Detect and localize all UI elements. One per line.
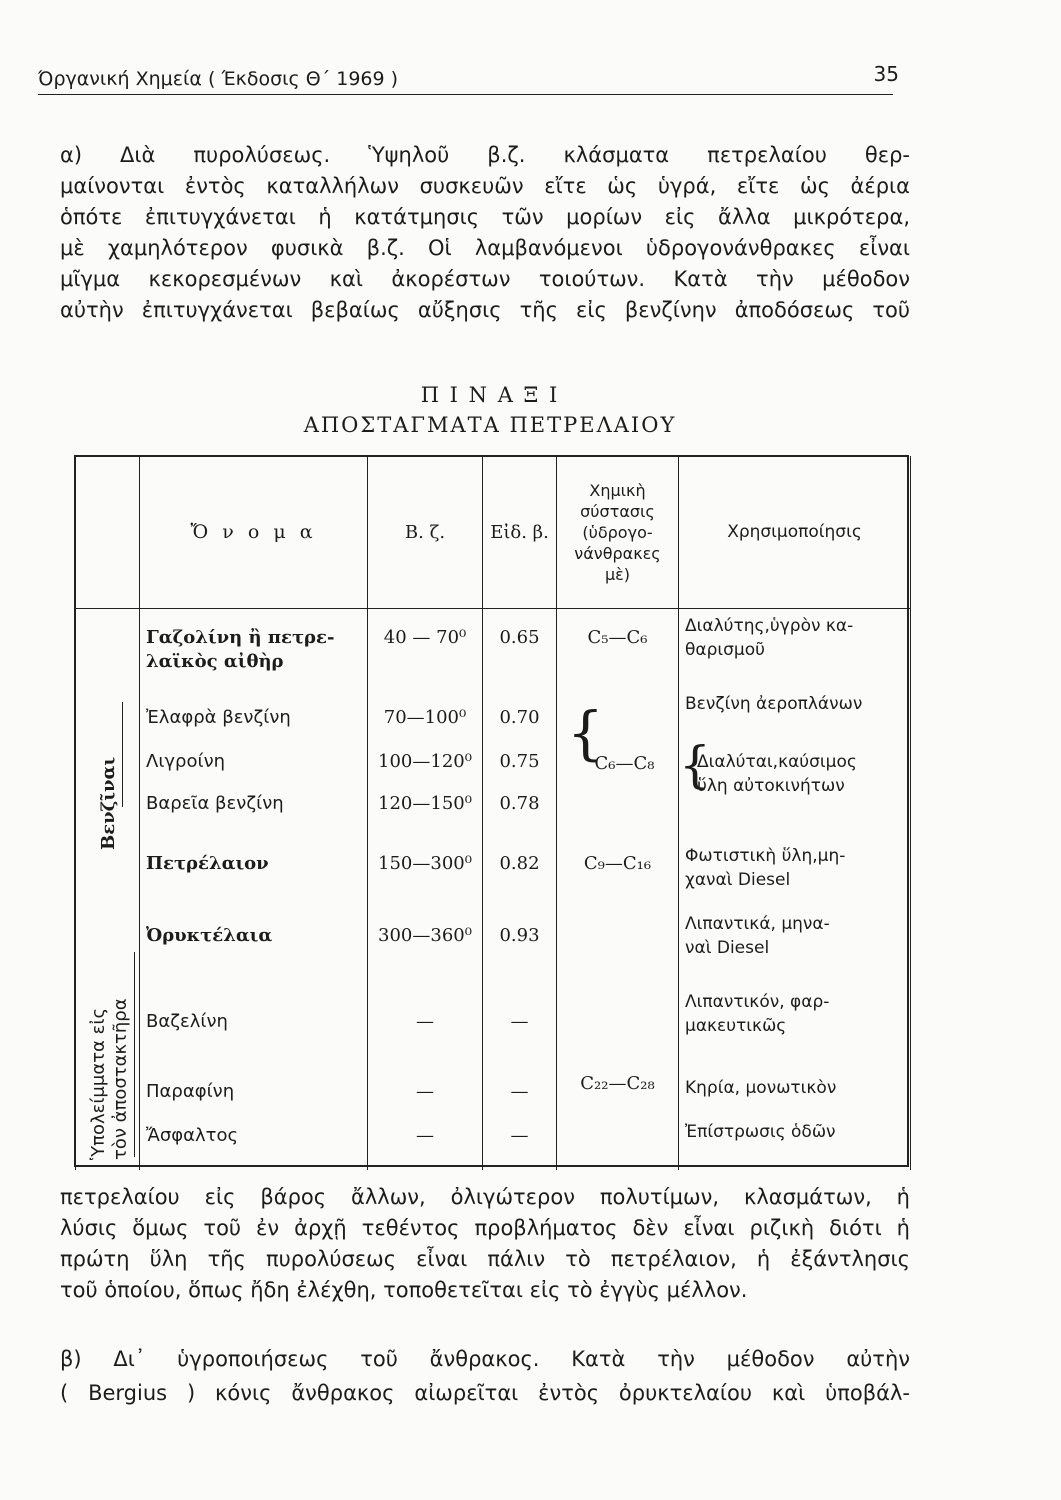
composition-value: C₅—C₆ <box>587 627 648 648</box>
text-line: πρώτη ὕλη τῆς πυρολύσεως εἶναι πάλιν τὸ πετρέλαιον, ἡ ἐξάντλησις <box>60 1247 910 1271</box>
use-text: Διαλύτης,ὑγρὸν κα- θαρισμοῦ <box>685 616 854 660</box>
text-line: μῖγμα κεκορεσμένων καὶ ἀκορέστων τοιούτων. Κατὰ τὴν μέθοδον <box>60 267 910 291</box>
table-header-row <box>76 456 911 609</box>
running-header: Όργανική Χημεία ( Έκδοσις Θ΄ 1969 ) <box>38 68 399 90</box>
table-title: ΑΠΟΣΤΑΓΜΑΤΑ ΠΕΤΡΕΛΑΙΟΥ <box>303 413 677 437</box>
row-name-heavy-benzine: Βαρεῖα βενζίνη <box>146 793 284 814</box>
bp-value: — <box>416 1125 434 1146</box>
distillates-table <box>75 456 911 1170</box>
bp-value: 300—360⁰ <box>378 925 472 946</box>
use-text: Διαλύται,καύσιμος ὕλη αὐτοκινήτων <box>697 752 857 796</box>
row-name-gasoline: Γαζολίνη ἢ πετρε- λαϊκὸς αἰθὴρ <box>146 627 335 672</box>
row-name-mineral-oils: Ὀρυκτέλαια <box>146 925 273 946</box>
text-line: α) Διὰ πυρολύσεως. Ὑψηλοῦ β.ζ. κλάσματα πετρελαίου θερ- <box>60 143 910 167</box>
header-rule <box>38 94 893 95</box>
use-text: Ἐπίστρωσις ὁδῶν <box>685 1122 836 1142</box>
uses-brace: { <box>679 736 711 794</box>
bp-value: 100—120⁰ <box>378 751 472 772</box>
density-value: — <box>510 1125 529 1146</box>
row-name-petroleum: Πετρέλαιον <box>146 853 269 874</box>
composition-value: C₉—C₁₆ <box>583 853 652 874</box>
density-value: — <box>510 1081 529 1102</box>
bp-value: 40 — 70⁰ <box>383 627 467 648</box>
use-text: Κηρία, μονωτικὸν <box>685 1078 837 1098</box>
text-line: λύσις ὅμως τοῦ ἐν ἀρχῇ τεθέντος προβλήματος δὲν εἶναι ριζικὴ διότι ἡ <box>60 1216 910 1240</box>
composition-value: C₆—C₈ <box>594 753 655 774</box>
composition-brace: { <box>567 699 604 767</box>
density-value: — <box>510 1011 529 1032</box>
group-label-gasoline: Βενζῖναι <box>98 756 119 850</box>
use-text: Λιπαντικόν, φαρ- μακευτικῶς <box>685 992 830 1036</box>
table-number: Π Ι Ν Α Ξ Ι <box>420 383 560 407</box>
use-text: Βενζίνη ἀεροπλάνων <box>685 694 863 714</box>
page-number: 35 <box>873 62 899 86</box>
gasoline-brace <box>122 702 123 807</box>
bp-value: — <box>416 1011 434 1032</box>
text-line: τοῦ ὁποίου, ὅπως ἤδη ἐλέχθη, τοποθετεῖται εἰς τὸ ἐγγὺς μέλλον. <box>60 1278 748 1302</box>
residues-brace <box>134 952 135 1157</box>
uses-column <box>679 609 911 1171</box>
paragraph-coal-liquefaction <box>60 1342 910 1410</box>
text-line: β) Δι᾿ ὑγροποιήσεως τοῦ ἄνθρακος. Κατὰ τὴν μέθοδον αὐτὴν <box>60 1347 910 1371</box>
bp-value: 70—100⁰ <box>383 707 467 728</box>
density-column <box>483 609 557 1171</box>
text-line: μαίνονται ἐντὸς καταλλήλων συσκευῶν εἴτε ὡς ὑγρά, εἴτε ὡς ἀέρια <box>60 174 910 198</box>
text-line: αὐτὴν ἐπιτυγχάνεται βεβαίως αὔξησις τῆς εἰς βενζίνην ἀποδόσεως τοῦ <box>60 298 910 322</box>
row-name-asphalt: Ἄσφαλτος <box>146 1125 239 1146</box>
header-composition: Χημικὴ σύστασις (ὑδρογο- νάνθρακες μὲ) <box>557 456 679 609</box>
density-value: 0.93 <box>499 925 540 946</box>
group-label-residues-2: τὸν ἀποστακτῆρα <box>110 998 131 1160</box>
row-name-light-benzine: Ἐλαφρὰ βενζίνη <box>146 707 291 728</box>
density-value: 0.78 <box>499 793 540 814</box>
text-line: ( Bergius ) κόνις ἄνθρακος αἰωρεῖται ἐντὸς ὀρυκτελαίου καὶ ὑποβάλ- <box>60 1381 910 1405</box>
row-name-vaseline: Βαζελίνη <box>146 1011 228 1032</box>
bp-value: — <box>416 1081 434 1102</box>
composition-value: C₂₂—C₂₈ <box>580 1073 655 1094</box>
row-name-paraffin: Παραφίνη <box>146 1081 235 1102</box>
header-uses: Χρησιμοποίησις <box>679 456 911 609</box>
density-value: 0.65 <box>499 627 540 648</box>
names-column <box>140 609 368 1171</box>
density-value: 0.70 <box>499 707 540 728</box>
paragraph-pyrolysis <box>60 140 910 326</box>
group-header-cell <box>76 456 140 609</box>
composition-column <box>557 609 679 1171</box>
text-line: πετρελαίου εἰς βάρος ἄλλων, ὀλιγώτερον πολυτίμων, κλασμάτων, ἡ <box>60 1185 910 1209</box>
table-body <box>76 609 911 1171</box>
density-value: 0.82 <box>499 853 540 874</box>
bp-value: 150—300⁰ <box>378 853 472 874</box>
group-label-residues: Ὑπολείμματα εἰς <box>88 1007 109 1160</box>
paragraph-continuation <box>60 1182 910 1306</box>
boiling-point-column <box>368 609 483 1171</box>
group-column <box>76 609 140 1171</box>
use-text: Φωτιστικὴ ὕλη,μη- χαναὶ Diesel <box>685 846 846 890</box>
density-value: 0.75 <box>499 751 540 772</box>
bp-value: 120—150⁰ <box>378 793 472 814</box>
text-line: ὁπότε ἐπιτυγχάνεται ἡ κατάτμησις τῶν μορίων εἰς ἄλλα μικρότερα, <box>60 205 910 229</box>
header-name: Ὄ ν ο μ α <box>140 456 368 609</box>
row-name-ligroin: Λιγροίνη <box>146 751 226 772</box>
header-boiling-point: Β. ζ. <box>368 456 483 609</box>
text-line: μὲ χαμηλότερον φυσικὰ β.ζ. Οἱ λαμβανόμενοι ὑδρογονάνθρακες εἶναι <box>60 236 910 260</box>
header-density: Εἰδ. β. <box>483 456 557 609</box>
use-text: Λιπαντικά, μηνα- ναὶ Diesel <box>685 914 830 958</box>
